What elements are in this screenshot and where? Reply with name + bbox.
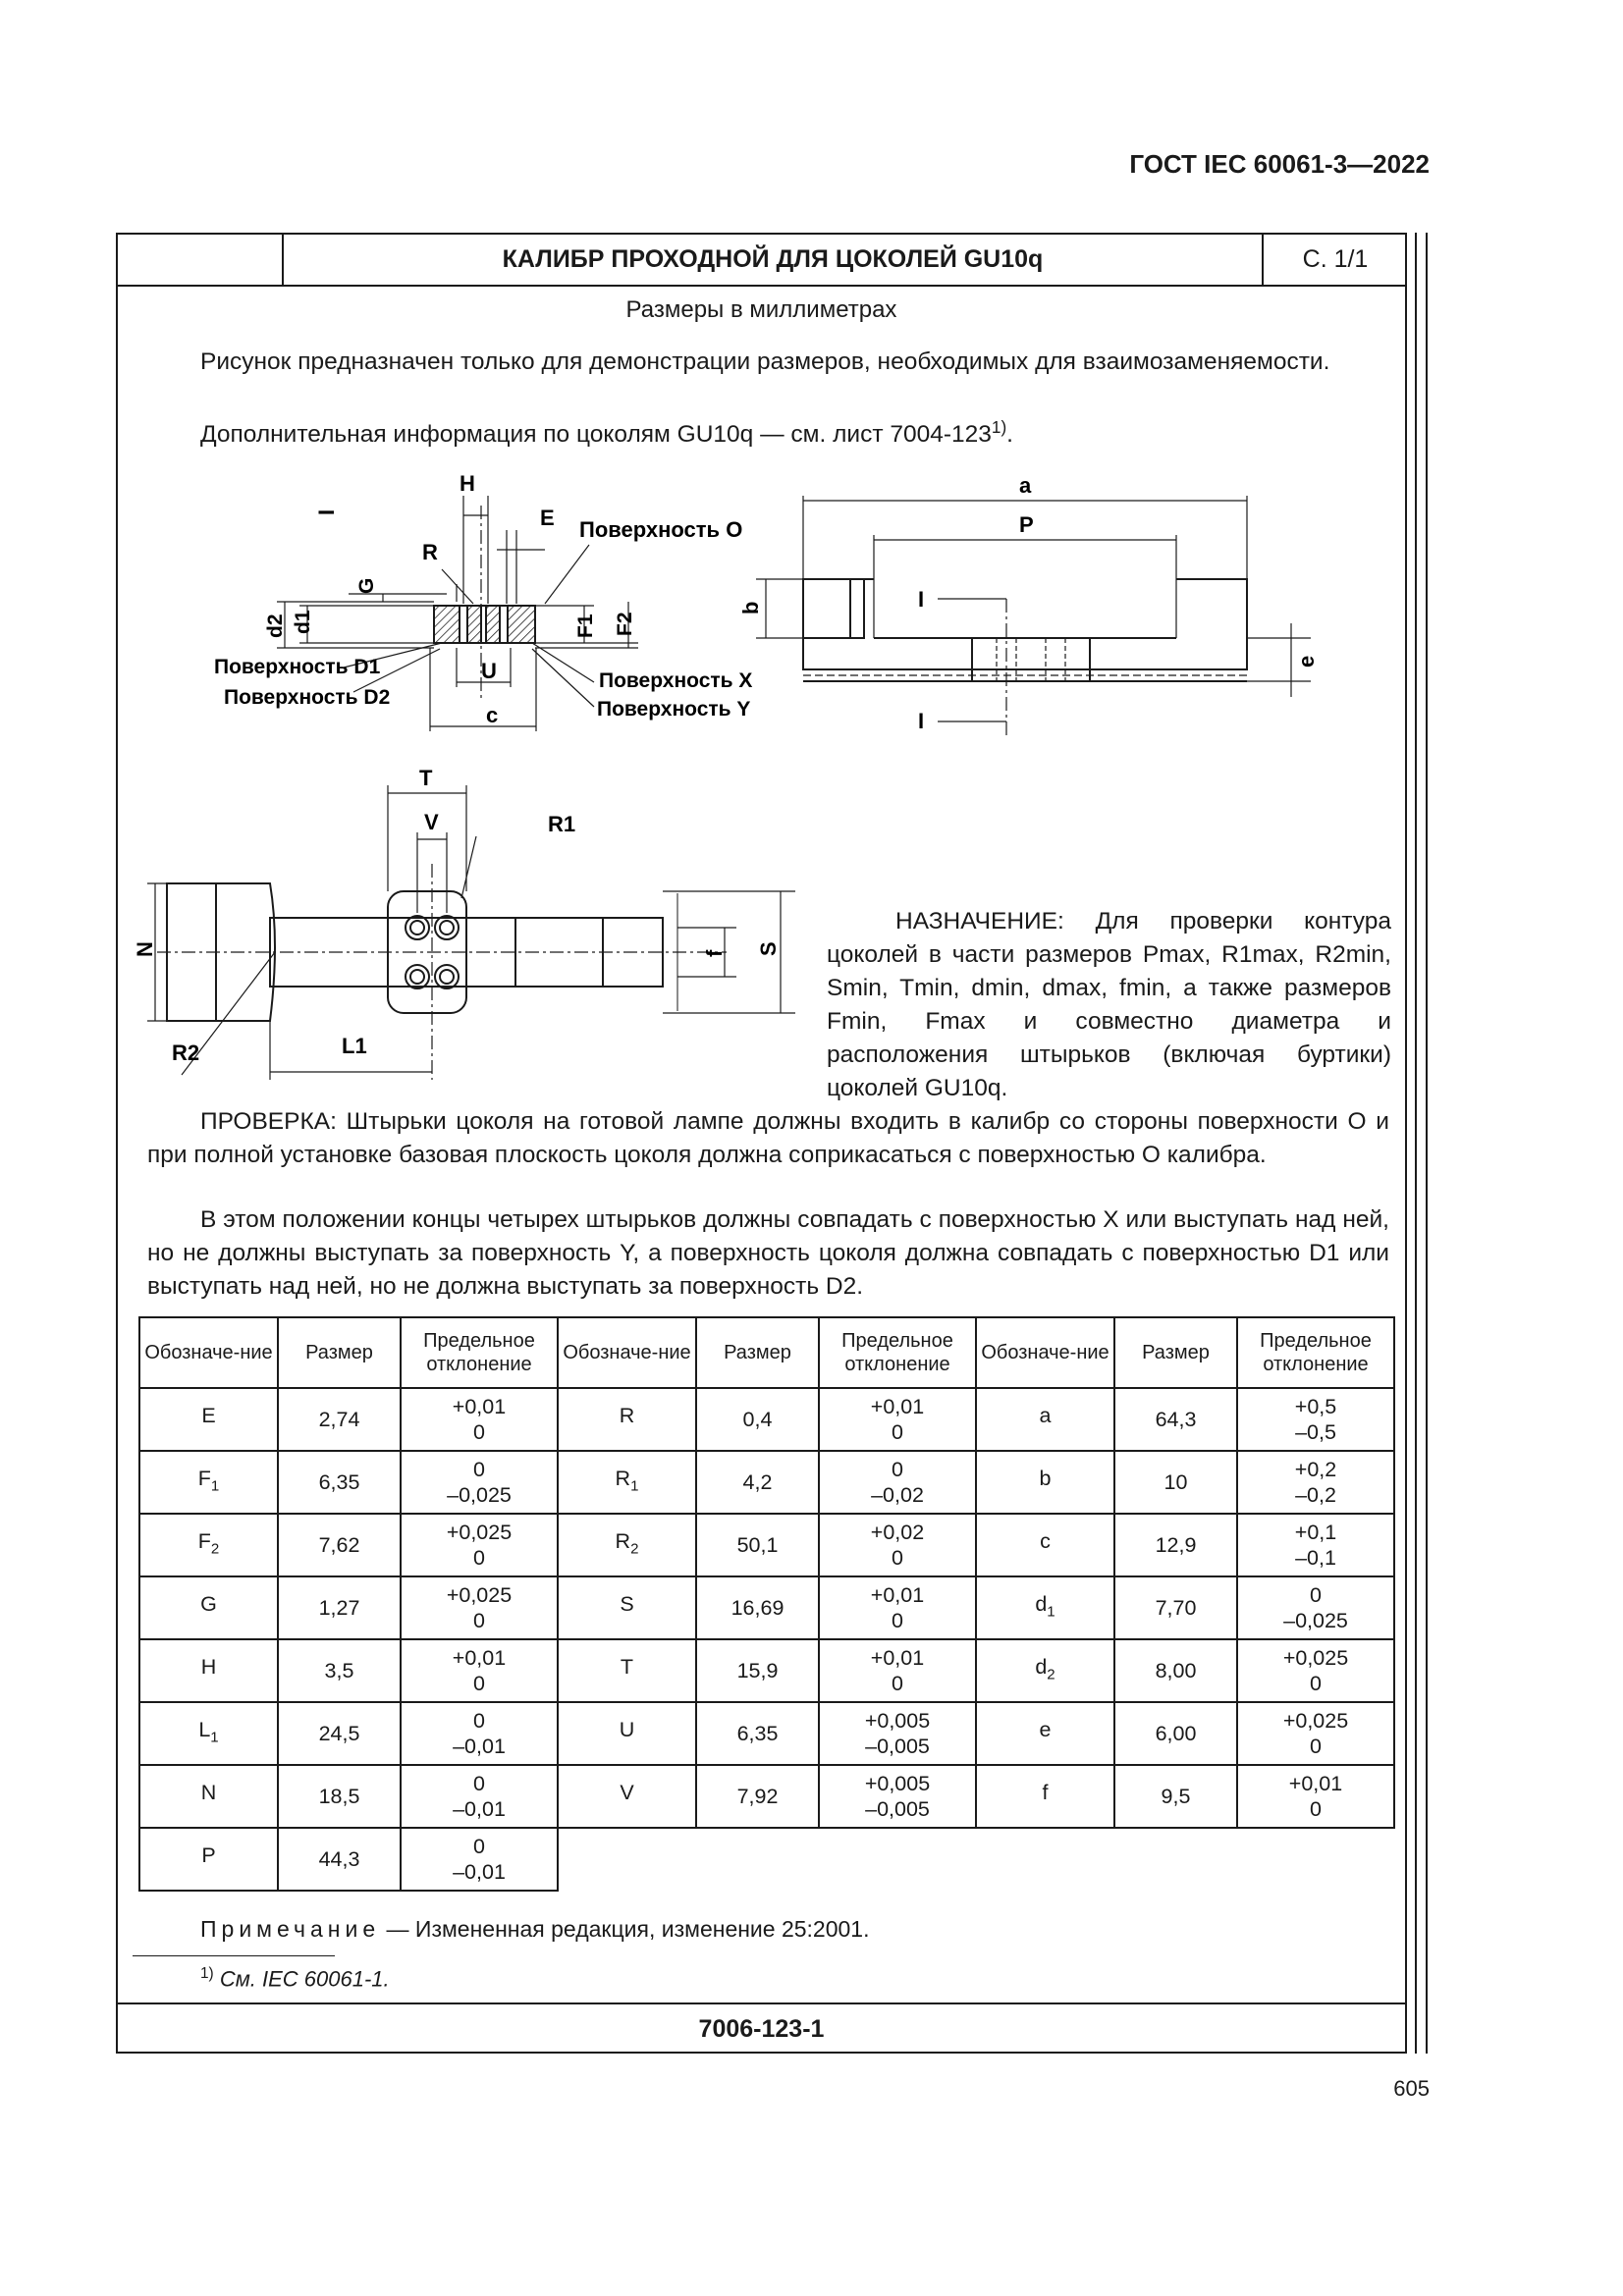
table-header-cell: Обозначе-ние: [558, 1317, 696, 1388]
table-header-cell: Обозначе-ние: [976, 1317, 1114, 1388]
units-caption: Размеры в миллиметрах: [625, 296, 897, 323]
table-header-cell: Предельное отклонение: [819, 1317, 976, 1388]
tolerance-cell: +0,025 0: [401, 1576, 558, 1639]
document-header: ГОСТ IEC 60061-3—2022: [1129, 149, 1430, 179]
value-cell: 8,00: [1114, 1639, 1237, 1702]
tolerance-cell: 0 –0,025: [401, 1451, 558, 1514]
dim-label-R2: R2: [172, 1041, 200, 1065]
top-view-drawing: [128, 756, 815, 1090]
symbol-cell: b: [976, 1451, 1114, 1514]
dim-label-V: V: [424, 810, 439, 834]
value-cell: 3,5: [278, 1639, 401, 1702]
tolerance-cell: +0,01 0: [401, 1388, 558, 1451]
label-surface-X: Поверхность X: [599, 669, 753, 692]
frame-double-line: [1415, 233, 1417, 2054]
dim-label-H: H: [460, 471, 475, 496]
symbol-cell: T: [558, 1639, 696, 1702]
tolerance-cell: +0,025 0: [1237, 1639, 1394, 1702]
table-row: [139, 1828, 1394, 1891]
table-header-row: [139, 1317, 1394, 1388]
side-view-drawing: [727, 461, 1319, 756]
symbol-cell: P: [139, 1828, 278, 1891]
value-cell: 4,2: [696, 1451, 819, 1514]
table-row: [139, 1702, 1394, 1765]
dim-label-E: E: [540, 506, 555, 530]
sheet-code: 7006-123-1: [698, 2015, 825, 2043]
label-surface-D1: Поверхность D1: [214, 656, 381, 678]
value-cell: 7,70: [1114, 1576, 1237, 1639]
footnote-ref: 1): [991, 417, 1007, 437]
empty-cell: [696, 1828, 819, 1891]
label-surface-D2: Поверхность D2: [224, 686, 391, 709]
dim-label-d2: d2: [264, 614, 287, 638]
dimensions-table: [138, 1316, 1395, 1892]
dim-label-R: R: [422, 540, 438, 564]
symbol-cell: S: [558, 1576, 696, 1639]
value-cell: 7,62: [278, 1514, 401, 1576]
tolerance-cell: +0,025 0: [1237, 1702, 1394, 1765]
table-row: [139, 1765, 1394, 1828]
symbol-cell: E: [139, 1388, 278, 1451]
empty-cell: [976, 1828, 1114, 1891]
symbol-cell: $L_1$: [139, 1702, 278, 1765]
tolerance-cell: +0,1 –0,1: [1237, 1514, 1394, 1576]
value-cell: 16,69: [696, 1576, 819, 1639]
symbol-cell: U: [558, 1702, 696, 1765]
value-cell: 12,9: [1114, 1514, 1237, 1576]
symbol-cell: $d_2$: [976, 1639, 1114, 1702]
empty-cell: [558, 1828, 696, 1891]
dim-label-d1: d1: [292, 610, 314, 634]
symbol-cell: N: [139, 1765, 278, 1828]
section-label-I: I: [918, 587, 925, 612]
symbol-cell: $R_1$: [558, 1451, 696, 1514]
frame-double-line: [1426, 233, 1428, 2054]
dim-label-P: P: [1019, 512, 1034, 537]
dim-label-f: f: [702, 949, 727, 957]
tolerance-cell: +0,01 0: [819, 1639, 976, 1702]
check-paragraph: ПРОВЕРКА: Штырьки цоколя на готовой лампе должны входить в калибр со стороны поверхности O и при полной установке базовая плоскость цоколя должна соприкасаться с поверхностью O калибра.: [147, 1108, 1389, 1168]
tolerance-cell: 0 –0,01: [401, 1828, 558, 1891]
tolerance-cell: 0 –0,01: [401, 1702, 558, 1765]
symbol-cell: G: [139, 1576, 278, 1639]
tolerance-cell: +0,5 –0,5: [1237, 1388, 1394, 1451]
position-paragraph: В этом положении концы четырех штырьков должны совпадать с поверхностью X или выступать над ней, но не должны выступать за поверхность Y, а поверхность цоколя должна совпадать с поверхностью D1 или выступать над ней, но не должна выступать за поверхность D2.: [147, 1206, 1389, 1300]
value-cell: 9,5: [1114, 1765, 1237, 1828]
value-cell: 44,3: [278, 1828, 401, 1891]
tolerance-cell: +0,01 0: [1237, 1765, 1394, 1828]
value-cell: 0,4: [696, 1388, 819, 1451]
dim-label-b: b: [738, 601, 763, 614]
dim-label-e: e: [1294, 655, 1319, 667]
table-row: [139, 1576, 1394, 1639]
tolerance-cell: +0,005 –0,005: [819, 1702, 976, 1765]
sheet-number: С. 1/1: [1302, 245, 1369, 273]
symbol-cell: $d_1$: [976, 1576, 1114, 1639]
symbol-cell: $R_2$: [558, 1514, 696, 1576]
table-header-cell: Обозначе-ние: [139, 1317, 278, 1388]
value-cell: 50,1: [696, 1514, 819, 1576]
tolerance-cell: 0 –0,02: [819, 1451, 976, 1514]
intro-info-paragraph: Дополнительная информация по цоколям GU10q — см. лист 7004-123$^{1)}$.: [200, 417, 1013, 449]
dim-label-S: S: [756, 941, 781, 956]
symbol-cell: c: [976, 1514, 1114, 1576]
tolerance-cell: +0,01 0: [401, 1639, 558, 1702]
dim-label-U: U: [481, 659, 497, 683]
dim-label-a: a: [1019, 473, 1032, 498]
value-cell: 2,74: [278, 1388, 401, 1451]
sheet-title: КАЛИБР ПРОХОДНОЙ ДЛЯ ЦОКОЛЕЙ GU10q: [502, 245, 1044, 273]
value-cell: 1,27: [278, 1576, 401, 1639]
purpose-paragraph: НАЗНАЧЕНИЕ: Для проверки контура цоколей в части размеров Pmax, R1max, R2min, Smin, Tmin, dmin, dmax, fmin, а также размеров Fmin, Fmax и совместно диаметра и расположения штырьков (включая буртики) цоколей GU10q.: [827, 908, 1391, 1101]
tolerance-cell: +0,02 0: [819, 1514, 976, 1576]
empty-cell: [819, 1828, 976, 1891]
dim-label-F2: F2: [614, 612, 636, 636]
tolerance-cell: +0,01 0: [819, 1576, 976, 1639]
dim-label-T: T: [419, 766, 433, 790]
symbol-cell: R: [558, 1388, 696, 1451]
symbol-cell: e: [976, 1702, 1114, 1765]
tolerance-cell: 0 –0,01: [401, 1765, 558, 1828]
table-header-cell: Размер: [1114, 1317, 1237, 1388]
dim-label-c: c: [486, 703, 499, 727]
tolerance-cell: 0 –0,025: [1237, 1576, 1394, 1639]
symbol-cell: f: [976, 1765, 1114, 1828]
label-surface-O: Поверхность O: [579, 517, 743, 542]
note: Примечание — Измененная редакция, изменение 25:2001.: [200, 1916, 870, 1942]
footnote: $^{1)}$ См. IEC 60061-1.: [200, 1965, 390, 1992]
dim-label-N: N: [133, 941, 157, 957]
value-cell: 24,5: [278, 1702, 401, 1765]
table-row: [139, 1639, 1394, 1702]
symbol-cell: $F_2$: [139, 1514, 278, 1576]
value-cell: 15,9: [696, 1639, 819, 1702]
intro-paragraph: Рисунок предназначен только для демонстрации размеров, необходимых для взаимозаменяемости.: [200, 348, 1330, 375]
value-cell: 10: [1114, 1451, 1237, 1514]
symbol-cell: a: [976, 1388, 1114, 1451]
table-row: [139, 1451, 1394, 1514]
empty-cell: [1114, 1828, 1237, 1891]
value-cell: 6,00: [1114, 1702, 1237, 1765]
table-header-cell: Предельное отклонение: [1237, 1317, 1394, 1388]
dim-label-G: G: [355, 577, 378, 594]
table-header-cell: Размер: [696, 1317, 819, 1388]
dim-label-L1: L1: [342, 1034, 367, 1058]
table-row: [139, 1388, 1394, 1451]
table-header-cell: Предельное отклонение: [401, 1317, 558, 1388]
empty-cell: [1237, 1828, 1394, 1891]
tolerance-cell: +0,005 –0,005: [819, 1765, 976, 1828]
value-cell: 18,5: [278, 1765, 401, 1828]
value-cell: 6,35: [696, 1702, 819, 1765]
dim-label-R1: R1: [548, 812, 576, 836]
page-number: 605: [1393, 2076, 1430, 2101]
dim-label-F1: F1: [574, 614, 597, 638]
tolerance-cell: +0,01 0: [819, 1388, 976, 1451]
cross-section-drawing: [206, 447, 795, 741]
symbol-cell: $F_1$: [139, 1451, 278, 1514]
symbol-cell: H: [139, 1639, 278, 1702]
symbol-cell: V: [558, 1765, 696, 1828]
value-cell: 6,35: [278, 1451, 401, 1514]
label-surface-Y: Поверхность Y: [597, 698, 751, 721]
table-row: [139, 1514, 1394, 1576]
footnote-separator: [133, 1955, 335, 1956]
tolerance-cell: +0,2 –0,2: [1237, 1451, 1394, 1514]
dim-label-I: I: [314, 508, 339, 515]
tolerance-cell: +0,025 0: [401, 1514, 558, 1576]
section-label-I: I: [918, 709, 925, 733]
value-cell: 7,92: [696, 1765, 819, 1828]
table-header-cell: Размер: [278, 1317, 401, 1388]
value-cell: 64,3: [1114, 1388, 1237, 1451]
